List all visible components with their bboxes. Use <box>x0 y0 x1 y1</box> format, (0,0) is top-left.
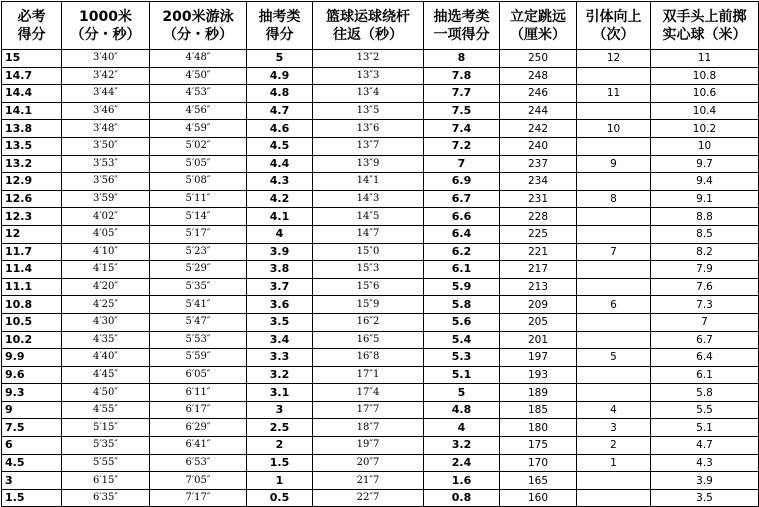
cell-elective-score: 5.6 <box>424 313 500 331</box>
cell-dribble-time: 13″2 <box>313 50 424 68</box>
header-line: （分・秒） <box>70 26 141 43</box>
cell-elective-score: 7.8 <box>424 67 500 85</box>
header-basketball-dribble <box>313 2 424 50</box>
cell-elective-score: 4.8 <box>424 401 500 419</box>
cell-time-200m-swim: 4′56″ <box>150 102 247 120</box>
cell-sampled-score: 3.3 <box>247 349 313 367</box>
cell-required-score: 13.8 <box>2 120 62 138</box>
cell-medicine-ball: 10.6 <box>651 85 759 103</box>
cell-sampled-score: 3.7 <box>247 278 313 296</box>
table-row <box>2 454 759 472</box>
cell-dribble-time: 17″4 <box>313 384 424 402</box>
cell-time-1000m: 3′44″ <box>62 85 150 103</box>
cell-medicine-ball: 10.8 <box>651 67 759 85</box>
cell-sampled-score: 3.9 <box>247 243 313 261</box>
cell-time-200m-swim: 7′05″ <box>150 472 247 490</box>
table-row <box>2 384 759 402</box>
cell-sampled-score: 4.9 <box>247 67 313 85</box>
cell-pull-ups: 12 <box>577 50 651 68</box>
cell-medicine-ball: 7.6 <box>651 278 759 296</box>
table-row <box>2 419 759 437</box>
cell-required-score: 10.5 <box>2 313 62 331</box>
cell-elective-score: 1.6 <box>424 472 500 490</box>
cell-elective-score: 7 <box>424 155 500 173</box>
table-row <box>2 489 759 507</box>
cell-elective-score: 5.1 <box>424 366 500 384</box>
cell-elective-score: 6.6 <box>424 208 500 226</box>
cell-dribble-time: 19″7 <box>313 437 424 455</box>
header-required-score <box>2 2 62 50</box>
cell-sampled-score: 4.2 <box>247 190 313 208</box>
table-row <box>2 296 759 314</box>
cell-sampled-score: 4 <box>247 225 313 243</box>
cell-sampled-score: 3.8 <box>247 261 313 279</box>
cell-medicine-ball: 3.9 <box>651 472 759 490</box>
cell-sampled-score: 3.6 <box>247 296 313 314</box>
cell-time-200m-swim: 5′47″ <box>150 313 247 331</box>
cell-required-score: 14.7 <box>2 67 62 85</box>
cell-required-score: 12.6 <box>2 190 62 208</box>
cell-time-200m-swim: 5′14″ <box>150 208 247 226</box>
cell-dribble-time: 15″0 <box>313 243 424 261</box>
cell-time-200m-swim: 6′11″ <box>150 384 247 402</box>
cell-pull-ups <box>577 261 651 279</box>
cell-pull-ups <box>577 137 651 155</box>
cell-dribble-time: 18″7 <box>313 419 424 437</box>
cell-required-score: 14.1 <box>2 102 62 120</box>
cell-dribble-time: 13″4 <box>313 85 424 103</box>
cell-long-jump: 165 <box>500 472 577 490</box>
cell-medicine-ball: 11 <box>651 50 759 68</box>
cell-elective-score: 0.8 <box>424 489 500 507</box>
cell-pull-ups <box>577 489 651 507</box>
cell-time-200m-swim: 6′29″ <box>150 419 247 437</box>
cell-dribble-time: 15″6 <box>313 278 424 296</box>
cell-sampled-score: 4.7 <box>247 102 313 120</box>
cell-time-200m-swim: 5′35″ <box>150 278 247 296</box>
cell-long-jump: 242 <box>500 120 577 138</box>
header-line: 引体向上 <box>585 8 642 25</box>
cell-long-jump: 193 <box>500 366 577 384</box>
cell-long-jump: 244 <box>500 102 577 120</box>
header-line: 往返（秒） <box>333 26 403 43</box>
cell-medicine-ball: 10.4 <box>651 102 759 120</box>
table-row <box>2 366 759 384</box>
cell-time-1000m: 4′25″ <box>62 296 150 314</box>
cell-time-1000m: 4′40″ <box>62 349 150 367</box>
cell-sampled-score: 4.5 <box>247 137 313 155</box>
cell-time-1000m: 6′35″ <box>62 489 150 507</box>
cell-long-jump: 234 <box>500 173 577 191</box>
table-row <box>2 243 759 261</box>
table-row <box>2 349 759 367</box>
cell-sampled-score: 1 <box>247 472 313 490</box>
cell-long-jump: 175 <box>500 437 577 455</box>
cell-elective-score: 6.1 <box>424 261 500 279</box>
cell-time-1000m: 3′53″ <box>62 155 150 173</box>
cell-dribble-time: 16″8 <box>313 349 424 367</box>
cell-elective-score: 4 <box>424 419 500 437</box>
cell-time-1000m: 3′56″ <box>62 173 150 191</box>
table-row <box>2 85 759 103</box>
cell-dribble-time: 14″5 <box>313 208 424 226</box>
cell-dribble-time: 13″3 <box>313 67 424 85</box>
cell-medicine-ball: 5.1 <box>651 419 759 437</box>
cell-required-score: 9.3 <box>2 384 62 402</box>
cell-long-jump: 225 <box>500 225 577 243</box>
score-table <box>1 1 759 507</box>
header-line: 必考 <box>17 8 46 25</box>
header-elective-score <box>424 2 500 50</box>
cell-elective-score: 5.9 <box>424 278 500 296</box>
cell-time-200m-swim: 6′53″ <box>150 454 247 472</box>
cell-medicine-ball: 8.2 <box>651 243 759 261</box>
cell-required-score: 14.4 <box>2 85 62 103</box>
cell-sampled-score: 4.6 <box>247 120 313 138</box>
cell-pull-ups: 8 <box>577 190 651 208</box>
cell-time-1000m: 5′35″ <box>62 437 150 455</box>
cell-pull-ups: 4 <box>577 401 651 419</box>
cell-long-jump: 205 <box>500 313 577 331</box>
cell-long-jump: 170 <box>500 454 577 472</box>
table-row <box>2 173 759 191</box>
cell-medicine-ball: 7.9 <box>651 261 759 279</box>
cell-time-200m-swim: 5′59″ <box>150 349 247 367</box>
cell-medicine-ball: 7 <box>651 313 759 331</box>
cell-time-200m-swim: 5′23″ <box>150 243 247 261</box>
cell-elective-score: 5 <box>424 384 500 402</box>
cell-elective-score: 7.5 <box>424 102 500 120</box>
cell-long-jump: 213 <box>500 278 577 296</box>
cell-long-jump: 185 <box>500 401 577 419</box>
cell-time-1000m: 4′15″ <box>62 261 150 279</box>
header-line: 抽考类 <box>258 8 301 25</box>
cell-dribble-time: 13″7 <box>313 137 424 155</box>
cell-dribble-time: 21″7 <box>313 472 424 490</box>
cell-time-1000m: 4′20″ <box>62 278 150 296</box>
cell-sampled-score: 3 <box>247 401 313 419</box>
table-row <box>2 472 759 490</box>
cell-time-200m-swim: 7′17″ <box>150 489 247 507</box>
cell-pull-ups: 3 <box>577 419 651 437</box>
cell-time-200m-swim: 5′11″ <box>150 190 247 208</box>
cell-sampled-score: 1.5 <box>247 454 313 472</box>
cell-required-score: 11.4 <box>2 261 62 279</box>
cell-required-score: 13.2 <box>2 155 62 173</box>
cell-required-score: 4.5 <box>2 454 62 472</box>
cell-pull-ups <box>577 102 651 120</box>
header-line: 立定跳远 <box>510 8 566 25</box>
cell-time-200m-swim: 4′59″ <box>150 120 247 138</box>
cell-long-jump: 180 <box>500 419 577 437</box>
cell-medicine-ball: 8.5 <box>651 225 759 243</box>
cell-pull-ups: 2 <box>577 437 651 455</box>
header-line: 篮球运球绕杆 <box>326 8 410 25</box>
table-row <box>2 437 759 455</box>
cell-medicine-ball: 4.7 <box>651 437 759 455</box>
cell-required-score: 7.5 <box>2 419 62 437</box>
header-line: 双手头上前掷 <box>662 8 747 25</box>
cell-elective-score: 3.2 <box>424 437 500 455</box>
cell-medicine-ball: 9.1 <box>651 190 759 208</box>
cell-long-jump: 237 <box>500 155 577 173</box>
cell-pull-ups: 7 <box>577 243 651 261</box>
cell-time-1000m: 3′42″ <box>62 67 150 85</box>
cell-long-jump: 246 <box>500 85 577 103</box>
cell-elective-score: 5.3 <box>424 349 500 367</box>
cell-required-score: 12.3 <box>2 208 62 226</box>
cell-pull-ups <box>577 225 651 243</box>
cell-required-score: 12.9 <box>2 173 62 191</box>
cell-time-1000m: 3′40″ <box>62 50 150 68</box>
cell-elective-score: 6.2 <box>424 243 500 261</box>
cell-medicine-ball: 10 <box>651 137 759 155</box>
cell-long-jump: 250 <box>500 50 577 68</box>
header-row <box>2 2 759 50</box>
cell-time-200m-swim: 5′41″ <box>150 296 247 314</box>
table-row <box>2 278 759 296</box>
cell-long-jump: 217 <box>500 261 577 279</box>
cell-long-jump: 248 <box>500 67 577 85</box>
cell-time-1000m: 5′15″ <box>62 419 150 437</box>
cell-medicine-ball: 3.5 <box>651 489 759 507</box>
cell-dribble-time: 14″3 <box>313 190 424 208</box>
cell-time-1000m: 3′46″ <box>62 102 150 120</box>
header-sampled-score <box>247 2 313 50</box>
header-line: 200米游泳 <box>162 8 234 25</box>
cell-sampled-score: 3.1 <box>247 384 313 402</box>
cell-sampled-score: 3.2 <box>247 366 313 384</box>
table-row <box>2 155 759 173</box>
header-line: 实心球（米） <box>662 26 747 43</box>
cell-time-200m-swim: 5′17″ <box>150 225 247 243</box>
header-medicine-ball <box>651 2 759 50</box>
cell-medicine-ball: 5.8 <box>651 384 759 402</box>
table-row <box>2 102 759 120</box>
cell-dribble-time: 17″7 <box>313 401 424 419</box>
table-row <box>2 331 759 349</box>
cell-dribble-time: 15″3 <box>313 261 424 279</box>
cell-dribble-time: 16″5 <box>313 331 424 349</box>
cell-sampled-score: 3.5 <box>247 313 313 331</box>
cell-elective-score: 2.4 <box>424 454 500 472</box>
cell-time-1000m: 4′30″ <box>62 313 150 331</box>
cell-dribble-time: 13″5 <box>313 102 424 120</box>
header-line: （次） <box>592 26 635 43</box>
cell-time-1000m: 4′35″ <box>62 331 150 349</box>
header-200m-swim <box>150 2 247 50</box>
cell-time-1000m: 6′15″ <box>62 472 150 490</box>
table-body <box>2 50 759 507</box>
cell-required-score: 11.1 <box>2 278 62 296</box>
table-row <box>2 208 759 226</box>
cell-elective-score: 8 <box>424 50 500 68</box>
cell-elective-score: 6.9 <box>424 173 500 191</box>
table-row <box>2 401 759 419</box>
cell-required-score: 11.7 <box>2 243 62 261</box>
cell-pull-ups <box>577 173 651 191</box>
cell-elective-score: 7.2 <box>424 137 500 155</box>
cell-long-jump: 189 <box>500 384 577 402</box>
cell-required-score: 9.9 <box>2 349 62 367</box>
header-line: 抽选考类 <box>433 8 490 25</box>
cell-time-200m-swim: 6′17″ <box>150 401 247 419</box>
cell-time-200m-swim: 5′29″ <box>150 261 247 279</box>
cell-long-jump: 197 <box>500 349 577 367</box>
table-row <box>2 261 759 279</box>
cell-dribble-time: 20″7 <box>313 454 424 472</box>
cell-elective-score: 7.4 <box>424 120 500 138</box>
cell-time-200m-swim: 6′41″ <box>150 437 247 455</box>
cell-pull-ups: 10 <box>577 120 651 138</box>
cell-sampled-score: 2.5 <box>247 419 313 437</box>
cell-sampled-score: 5 <box>247 50 313 68</box>
cell-required-score: 13.5 <box>2 137 62 155</box>
table-row <box>2 67 759 85</box>
cell-pull-ups: 6 <box>577 296 651 314</box>
table-row <box>2 120 759 138</box>
table-row <box>2 313 759 331</box>
cell-medicine-ball: 8.8 <box>651 208 759 226</box>
cell-medicine-ball: 5.5 <box>651 401 759 419</box>
cell-dribble-time: 13″6 <box>313 120 424 138</box>
cell-sampled-score: 4.3 <box>247 173 313 191</box>
cell-required-score: 10.2 <box>2 331 62 349</box>
cell-sampled-score: 2 <box>247 437 313 455</box>
cell-dribble-time: 15″9 <box>313 296 424 314</box>
header-line: 一项得分 <box>433 26 490 43</box>
cell-required-score: 1.5 <box>2 489 62 507</box>
cell-pull-ups <box>577 313 651 331</box>
cell-time-1000m: 3′48″ <box>62 120 150 138</box>
cell-long-jump: 221 <box>500 243 577 261</box>
cell-elective-score: 6.4 <box>424 225 500 243</box>
cell-time-200m-swim: 4′50″ <box>150 67 247 85</box>
cell-required-score: 9.6 <box>2 366 62 384</box>
cell-sampled-score: 4.8 <box>247 85 313 103</box>
cell-time-1000m: 3′50″ <box>62 137 150 155</box>
cell-dribble-time: 14″7 <box>313 225 424 243</box>
cell-elective-score: 7.7 <box>424 85 500 103</box>
table-row <box>2 225 759 243</box>
cell-dribble-time: 14″1 <box>313 173 424 191</box>
cell-pull-ups <box>577 67 651 85</box>
cell-time-1000m: 4′02″ <box>62 208 150 226</box>
cell-pull-ups <box>577 366 651 384</box>
cell-long-jump: 240 <box>500 137 577 155</box>
cell-dribble-time: 16″2 <box>313 313 424 331</box>
cell-time-1000m: 4′50″ <box>62 384 150 402</box>
cell-time-1000m: 3′59″ <box>62 190 150 208</box>
cell-pull-ups: 5 <box>577 349 651 367</box>
cell-sampled-score: 3.4 <box>247 331 313 349</box>
cell-medicine-ball: 7.3 <box>651 296 759 314</box>
table-row <box>2 50 759 68</box>
cell-elective-score: 5.8 <box>424 296 500 314</box>
cell-medicine-ball: 9.4 <box>651 173 759 191</box>
cell-pull-ups: 1 <box>577 454 651 472</box>
header-line: 得分 <box>265 26 294 43</box>
cell-time-1000m: 5′55″ <box>62 454 150 472</box>
cell-long-jump: 209 <box>500 296 577 314</box>
cell-elective-score: 5.4 <box>424 331 500 349</box>
cell-long-jump: 231 <box>500 190 577 208</box>
cell-required-score: 3 <box>2 472 62 490</box>
cell-time-200m-swim: 4′53″ <box>150 85 247 103</box>
cell-time-200m-swim: 6′05″ <box>150 366 247 384</box>
cell-medicine-ball: 10.2 <box>651 120 759 138</box>
header-line: （厘米） <box>510 26 566 43</box>
cell-time-200m-swim: 5′53″ <box>150 331 247 349</box>
cell-time-1000m: 4′10″ <box>62 243 150 261</box>
cell-sampled-score: 4.4 <box>247 155 313 173</box>
cell-pull-ups <box>577 384 651 402</box>
cell-sampled-score: 0.5 <box>247 489 313 507</box>
cell-pull-ups <box>577 278 651 296</box>
cell-dribble-time: 17″1 <box>313 366 424 384</box>
header-line: （分・秒） <box>163 26 233 43</box>
header-line: 得分 <box>17 26 46 43</box>
header-line: 1000米 <box>79 8 132 25</box>
cell-required-score: 6 <box>2 437 62 455</box>
cell-long-jump: 201 <box>500 331 577 349</box>
cell-time-200m-swim: 5′08″ <box>150 173 247 191</box>
cell-long-jump: 160 <box>500 489 577 507</box>
cell-long-jump: 228 <box>500 208 577 226</box>
cell-pull-ups <box>577 331 651 349</box>
cell-required-score: 15 <box>2 50 62 68</box>
cell-dribble-time: 22″7 <box>313 489 424 507</box>
cell-time-1000m: 4′45″ <box>62 366 150 384</box>
cell-elective-score: 6.7 <box>424 190 500 208</box>
cell-required-score: 12 <box>2 225 62 243</box>
cell-pull-ups: 11 <box>577 85 651 103</box>
table-row <box>2 190 759 208</box>
cell-medicine-ball: 6.7 <box>651 331 759 349</box>
cell-time-200m-swim: 5′02″ <box>150 137 247 155</box>
cell-required-score: 9 <box>2 401 62 419</box>
cell-medicine-ball: 9.7 <box>651 155 759 173</box>
cell-medicine-ball: 6.1 <box>651 366 759 384</box>
cell-time-1000m: 4′55″ <box>62 401 150 419</box>
cell-medicine-ball: 6.4 <box>651 349 759 367</box>
cell-pull-ups <box>577 472 651 490</box>
cell-medicine-ball: 4.3 <box>651 454 759 472</box>
header-pull-ups <box>577 2 651 50</box>
table-row <box>2 137 759 155</box>
cell-required-score: 10.8 <box>2 296 62 314</box>
header-standing-long-jump <box>500 2 577 50</box>
header-1000m <box>62 2 150 50</box>
cell-pull-ups <box>577 208 651 226</box>
cell-time-200m-swim: 5′05″ <box>150 155 247 173</box>
cell-sampled-score: 4.1 <box>247 208 313 226</box>
cell-pull-ups: 9 <box>577 155 651 173</box>
cell-time-1000m: 4′05″ <box>62 225 150 243</box>
cell-dribble-time: 13″9 <box>313 155 424 173</box>
cell-time-200m-swim: 4′48″ <box>150 50 247 68</box>
